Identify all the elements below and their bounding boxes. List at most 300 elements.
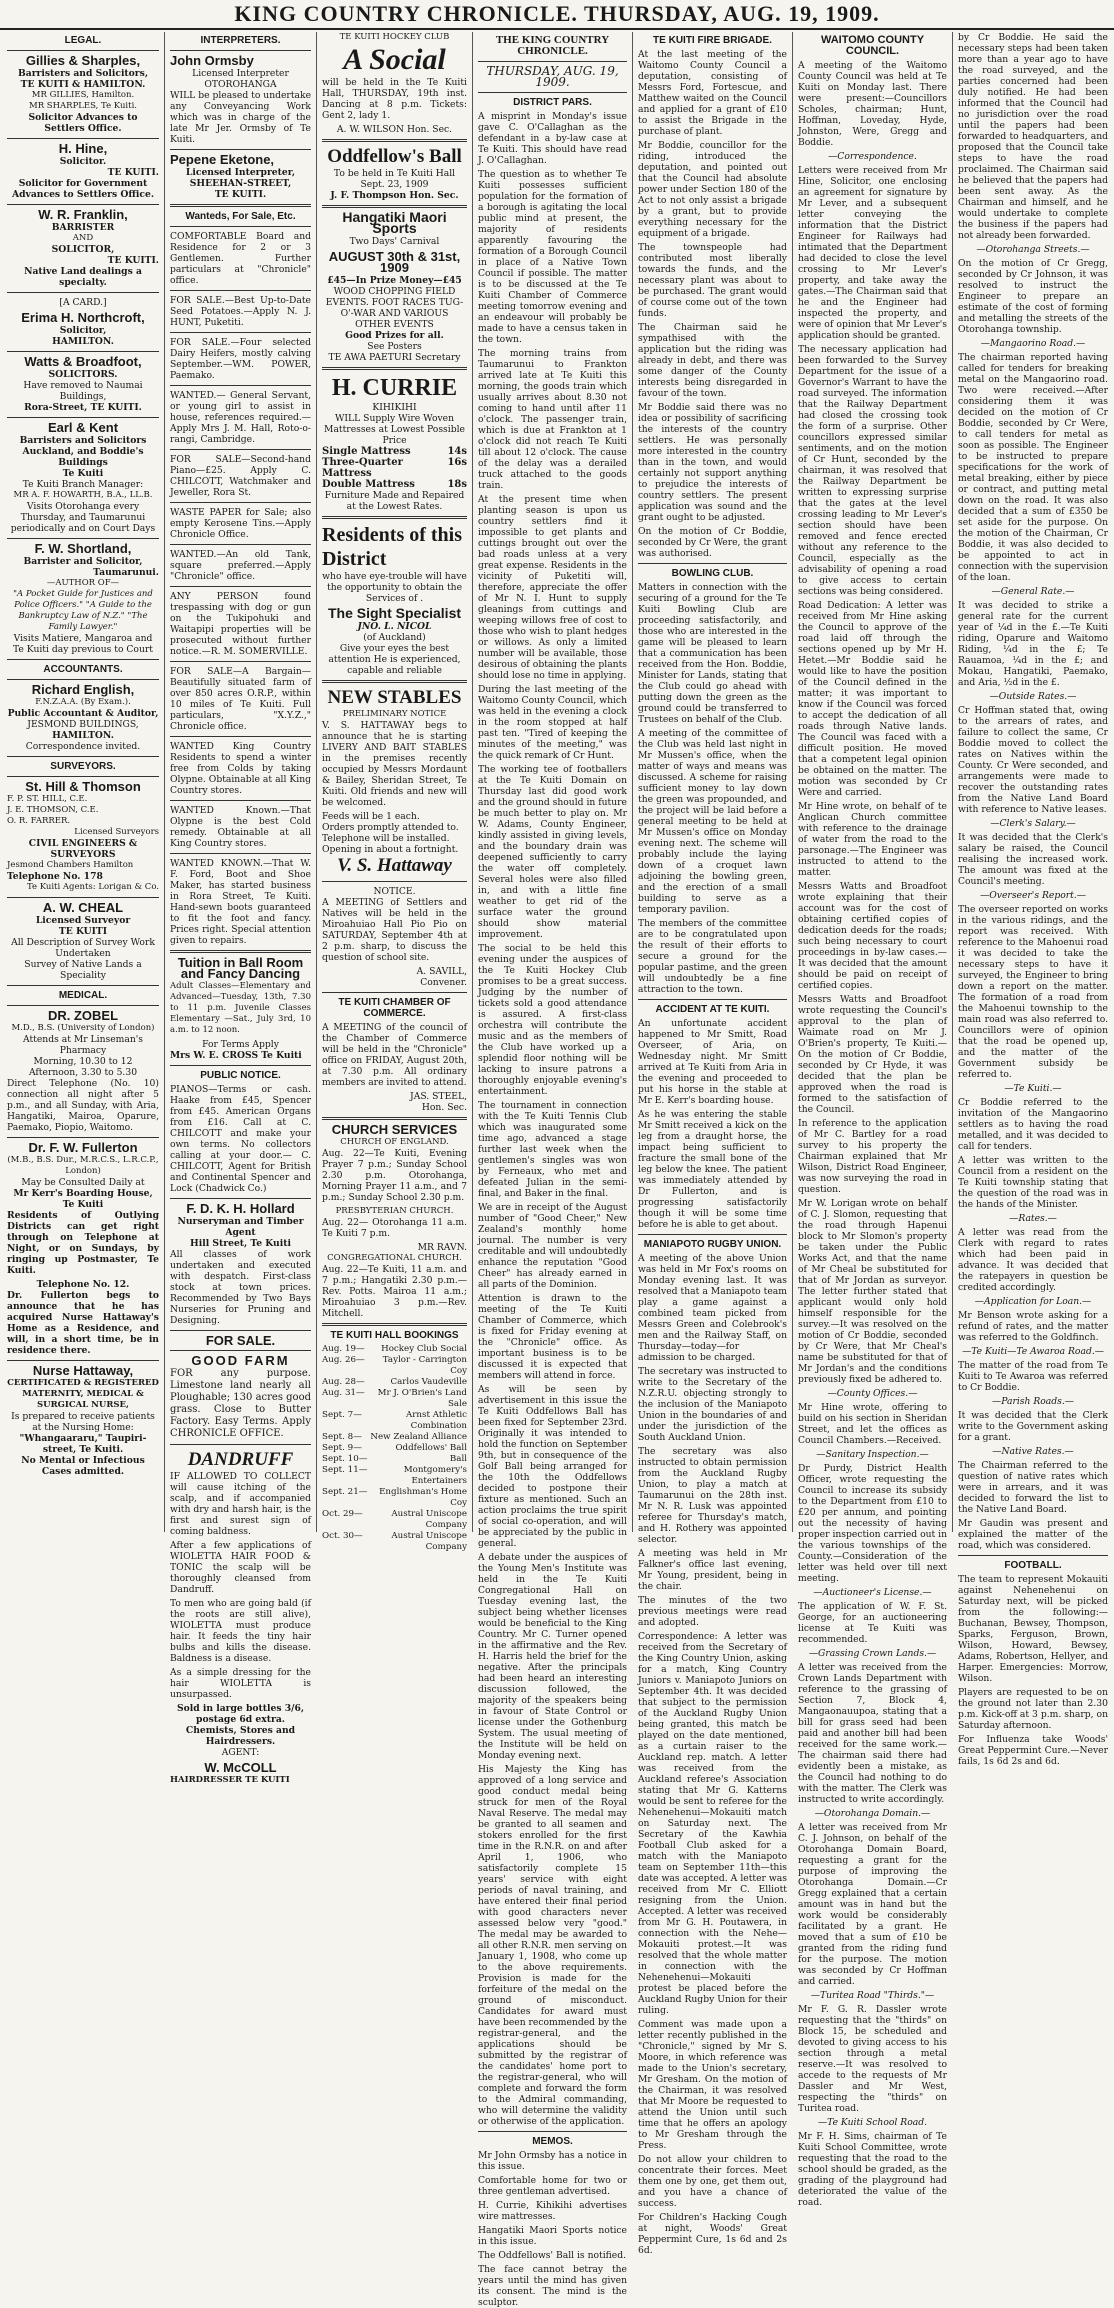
- paragraph: Mr Boddie said there was no idea or possibility of sacrificing the interests of the country settlers. He was personally more interested in the country than in the town, and would certainly not support anything to prejudice the interests of country settlers. The present application was sound and the grant ought to be adjusted.: [638, 402, 787, 523]
- column-legal: [2, 32, 165, 1532]
- ad-line: Adult Classes—Elementary and Advanced—Tuesday, 13th, 7.30 to 11 p.m. Juvenile Classes Elementary —Sat., July 3rd, 10 a.m. to 12 noon.: [170, 981, 311, 1035]
- column-editorial: [473, 32, 633, 2308]
- ad-line: All classes of work undertaken and executed with despatch. First-class stock at town prices. Recommended by Two Bays Nurseries for Pruning and Designing.: [170, 1249, 311, 1326]
- ad-title: F. W. Shortland,: [34, 541, 132, 556]
- hall-bookings-table: [322, 1344, 467, 1553]
- booking-row: Aug. 26— Taylor - Carrington Coy: [322, 1355, 467, 1376]
- paragraph: —Turitea Road "Thirds."—: [810, 1990, 935, 2001]
- ad-title: NOTICE.: [373, 886, 416, 897]
- ad-line: AGENT:: [221, 1747, 260, 1758]
- paragraph: During the last meeting of the Waitomo County Council, which was held in the evening a clock in the room stopped at half past ten. "Tired of keeping the minutes of the meeting," was the quick remark of Cr Hunt.: [478, 684, 627, 761]
- ad-line: JAS. STEEL,: [410, 1091, 467, 1102]
- paragraph: It was decided to strike a general rate for the current year of ¼d in the £.—Te Kuiti riding, Oparure and Waitomo Riding, ¼d in the £; Te Rauamoa, ¼d in the £; and Mokau, Hangatiki, Paemako, and Aria, ½d in the £.: [958, 600, 1108, 688]
- paragraph: For Influenza take Woods' Great Peppermint Cure.—Never fails, 1s 6d 2s and 6d.: [958, 1734, 1108, 1767]
- ad-line: Auckland, and Boddie's Buildings: [22, 446, 144, 468]
- ad-title: Residents of this District: [322, 524, 463, 570]
- ad-line: Residents of Outlying Districts can get right through on Telephone at Night, or on Sundays, by ringing up Postmaster, Te Kuiti.: [7, 1210, 159, 1276]
- ad-title: Hangatiki Maori Sports: [342, 209, 447, 236]
- classified-ad: WANTED Known.—That Olypne is the best Cold remedy. Obtainable at all King Country stores.: [170, 805, 311, 849]
- ad-title: Erima H. Northcroft,: [21, 310, 145, 325]
- article-body: [638, 49, 787, 559]
- paragraph: —Te Kuiti—Te Awaroa Road.—: [962, 1346, 1104, 1357]
- paragraph: Mr Hine wrote, on behalf of te Anglican Church committee with reference to the drainage of water from the road to the parsonage.—The Engineer was instructed to attend to the matter.: [798, 801, 947, 878]
- ad-line: SOLICITORS.: [48, 369, 118, 380]
- ad-line: JNO. L. NICOL: [357, 621, 432, 632]
- classified-ad: FOR SALE—Second-hand Piano—£25. Apply C. CHILCOTT, Watchmaker and Jeweller, Rora St.: [170, 454, 311, 498]
- article-body: [798, 60, 947, 2208]
- paragraph: A meeting of the Waitomo County Council was held at Te Kuiti on Monday last. There were present:—Councillors Scholes, chairman; Hunt, Hoffman, Loveday, Hyde, Johnston, Were, Gregg and Boddie.: [798, 60, 947, 148]
- paragraph: Comment was made upon a letter recently published in the "Chronicle," signed by Mr S. Moore, in which reference was made to the Union's secretary, Mr Gresham. On the motion of the Chairman, it was resolved that Mr Moore be requested to attend the Union until such time that he offers an apology to Mr Gresham through the Press.: [638, 2019, 787, 2151]
- ad-title: H. Hine,: [58, 141, 108, 156]
- ad-title: A Social: [343, 43, 446, 76]
- paragraph: The working tee of footballers at the Te Kuiti Domain on Thursday last did good work and the ground should in future be much better to play on. Mr W. Adams, County Engineer, kindly assisted in giving levels, and the boundary drain was deepened sufficiently to carry the water off completely. Several holes were also filled in, and with a little fine weather to get rid of the surface water the ground should show material improvement.: [478, 764, 627, 940]
- ad-line: Licensed Interpreter,: [185, 167, 296, 178]
- paragraph: The team to represent Mokauiti against Nehenehenui on Saturday next, will be picked from the following:— Buchanan, Bewsey, Thompson, Sparks, Ferguson, Brown, Wilson, Howard, Bewsey, Adams, Robertson, Hellyer, and Harper. Emergencies: Morrow, Wilson.: [958, 1574, 1108, 1684]
- ad-line: Solicitor,: [59, 325, 107, 336]
- article-body: [638, 582, 787, 995]
- ad-line: TE KUITI: [58, 926, 108, 937]
- paragraph: Mr Benson wrote asking for a refund of rates, and the matter was referred to the Goldfinch.: [958, 1310, 1108, 1343]
- ad-line: Sold in large bottles 3/6, postage 6d extra. Chemists, Stores and Hairdressers.: [176, 1703, 305, 1747]
- price-row: Double Mattress 18s: [322, 479, 467, 490]
- paragraph: —Overseer's Report.—: [980, 890, 1086, 901]
- paragraph: It was decided that the Clerk write to the Government asking for a grant.: [958, 1410, 1108, 1443]
- booking-row: Aug. 28— Carlos Vaudeville: [322, 1377, 467, 1387]
- paragraph: —Otorohanga Domain.—: [814, 1808, 931, 1819]
- paragraph: The Chairman referred to the question of native rates which were in arrears, and it was decided to forward the list to the Native Land Board.: [958, 1460, 1108, 1515]
- paragraph: —Te Kuiti School Road.: [817, 2117, 928, 2128]
- paragraph: A meeting was held in Mr Falkner's office last evening, Mr Young, president, being in the chair.: [638, 1548, 787, 1592]
- ad-line: £45—In Prize Money—£45: [327, 275, 462, 286]
- ad-title: Oddfellow's Ball: [327, 146, 462, 167]
- ad-line: O. R. FARRER.: [7, 816, 71, 826]
- classified-ad: FOR SALE—A Bargain—Beautifully situated farm of over 850 acres O.R.P., within 10 miles of Te Kuiti. Full particulars, "X.Y.Z.," Chronicle office.: [170, 666, 311, 732]
- paragraph: Cr Hoffman stated that, owing to the arrears of rates, and failure to collect the same, Cr Boddie moved to collect the rates on Natives within the County. Cr Were seconded, and arrangements were made to recover the outstanding rates from the Native Land Board with reference to Native leases.: [958, 705, 1108, 815]
- ad-title: Nurse Hattaway,: [32, 1363, 134, 1378]
- paragraph: The overseer reported on works in the various ridings, and the report was received. With reference to the Mahoenui road it was decided to take the necessary steps to have it surveyed, the Engineer to bring down a report on the matter. The formation of a road from the Mahoenui township to the main road was also referred to. Councillors were of opinion that the road be opened up, and the matter of the Government subsidy be referred to.: [958, 904, 1108, 1080]
- paragraph: Road Dedication: A letter was received from Mr Hine asking the Council to approve of the road laid off through the sections opened up by Mr H. Hetet.—Mr Boddie said he would like to have the position of the Council defined in the matter; it was important to know if the Council was forced to accept the dedication of all roads through Native lands. The Council was faced with a difficult position. He moved that a competent legal opinion be obtained on the matter. The motion was seconded by Cr Were and carried.: [798, 600, 947, 798]
- paper-date: THURSDAY, AUG. 19, 1909.: [486, 64, 619, 89]
- paragraph: In reference to the application of Mr C. Bartley for a road survey to his property the Chairman explained that Mr Wilson, District Road Engineer, was now surveying the road in question.: [798, 1118, 947, 1195]
- ad-line: Survey of Native Lands a Speciality: [24, 959, 142, 981]
- classified-ad: WANTED.—An old Tank, square preferred.—Apply "Chronicle" office.: [170, 549, 311, 582]
- ad-line: Telephone will be installed.: [322, 833, 450, 844]
- ad-line: Orders promptly attended to.: [322, 822, 459, 833]
- mattress-price-table: [322, 446, 467, 490]
- paragraph: At the present time when planting season is upon us country settlers find it impossible to get plants and cuttings brought out over the bad roads unless at a very great expense. Residents in the vicinity of Puketiti will, therefore, appreciate the offer of Mr N. I. Hunt to supply gleanings from cuttings and weeping willows free of cost to those who wish to plant hedges or willows. As only a limited number will be available, those desirous of obtaining the plants should lose no time in applying.: [478, 494, 627, 681]
- paragraph: A meeting of the above Union was held in Mr Fox's rooms on Monday evening last. It was resolved that a Maniapoto team play a game against a combined team picked from Messrs Green and Colebrook's men and the Railway Staff, on Thursday—today—for admission to be charged.: [638, 1253, 787, 1363]
- ad-line: Aug. 22—Te Kuiti, Evening Prayer 7 p.m.; Sunday School 2.30 p.m. Otorohanga, Morning Prayer 11 a.m., and 7 p.m.; Sunday School 2.30 p.m.: [322, 1148, 467, 1203]
- ad-line: PRELIMINARY NOTICE: [342, 709, 447, 719]
- paragraph: The social to be held this evening under the auspices of the Te Kuiti Hockey Club promises to be a great success. Judging by the number of tickets sold a good attendance is assured. A first-class orchestra will contribute the music and as the members of the Club have worked up a splendid floor nothing will be lacking to insure patrons a thoroughly enjoyable evening's entertainment.: [478, 943, 627, 1097]
- ad-title: Tuition in Ball Room and Fancy Dancing: [177, 955, 304, 981]
- article-heading: TE KUITI FIRE BRIGADE.: [653, 35, 772, 46]
- price-row: Single Mattress 14s: [322, 446, 467, 457]
- article-heading: MANIAPOTO RUGBY UNION.: [643, 1239, 782, 1250]
- section-heading: SURVEYORS.: [50, 761, 116, 772]
- ad-line: Mr Kerr's Boarding House, Te Kuiti: [13, 1188, 153, 1210]
- ad-line: CIVIL ENGINEERS & SURVEYORS: [28, 838, 138, 860]
- ad-line: A MEETING of Settlers and Natives will be held in the Miroahuiao Hall Pio Pio on SATURDAY, September 4th at 2 p.m. sharp, to discuss the question of school site.: [322, 897, 467, 963]
- ad-line: Dr. Fullerton begs to announce that he has acquired Nurse Hattaway's Home as a Residence, and will, in a short time, be in residence there.: [7, 1290, 159, 1356]
- ad-line: TE KUITI.: [107, 255, 159, 266]
- paragraph: Messrs Watts and Broadfoot wrote explaining that their account was for the cost of obtaining certified copies of dedication deeds for the roads; such being necessary to court proceedings in by-law cases.—It was decided that the amount should be paid on receipt of certified copies.: [798, 881, 947, 991]
- paragraph: On the motion of Cr Boddie, seconded by Cr Were, the grant was authorised.: [638, 526, 787, 559]
- ad-title: W. R. Franklin,: [38, 207, 128, 222]
- ad-line: TE KUITI.: [107, 167, 159, 178]
- ad-title: NEW STABLES: [327, 687, 462, 708]
- ad-line: Mrs W. E. CROSS Te Kuiti: [170, 1050, 302, 1061]
- paragraph: Correspondence: A letter was received from the Secretary of the King Country Union, asking for a match, King Country Juniors v. Maniapoto Juniors on September 4th. It was decided that subject to the permission of the Auckland Rugby Union being granted, this match be played on the date mentioned, as a curtain raiser to the Auckland rep. match. A letter was received from the Auckland referee's Association stating that Mr G. Katterns would be sent to referee for the Nehenehenui—Mokauiti match on Saturday next. The Secretary of the Kawhia Football Club asked for a match with the Maniapoto team on September 11th—this date was accepted. A letter was received from Mr C. Elliott resigning from the Union. Accepted. A letter was received from Mr G. H. Poutawera, in connection with the Nehe—Mokauiti protest.—It was resolved that the whole matter in connection with the Nehenehenui—Mokauiti protest be placed before the Auckland Rugby Union for their ruling.: [638, 1631, 787, 2016]
- paragraph: The application of W. F. St. George, for an auctioneering license at Te Kuiti was recommended.: [798, 1601, 947, 1645]
- article-body: [478, 2150, 627, 2308]
- ad-line: To men who are going bald (if the roots are still alive), WIOLETTA must produce hair. It feeds the tiny hair bulbs and kills the disease. Baldness is a disease.: [170, 1598, 311, 1664]
- paragraph: We are in receipt of the August number of "Good Cheer," New Zealand's monthly home journal. The number is very creditable and will undoubtedly enhance the reputation "Good Cheer" has already earned in all parts of the Dominion.: [478, 1202, 627, 1290]
- paragraph: The secretary was instructed to write to the Secretary of the N.Z.R.U. objecting strongly to the inclusion of the Maniapoto Union in the boundaries of and under the jurisdiction of the South Auckland Union.: [638, 1366, 787, 1443]
- ad-title: GOOD FARM: [191, 1353, 290, 1368]
- ad-line: Telephone No. 12.: [36, 1279, 130, 1290]
- ad-line: Feeds will be 1 each.: [322, 811, 420, 822]
- article-body: [638, 1253, 787, 2256]
- ad-line: MR A. F. HOWARTH, B.A., LL.B.: [13, 490, 153, 500]
- ad-line: —AUTHOR OF—: [46, 578, 120, 588]
- paragraph: —County Offices.—: [827, 1388, 918, 1399]
- paragraph: —Sanitary Inspection.—: [816, 1449, 929, 1460]
- paragraph: An unfortunate accident happened to Mr Smitt, Road Overseer, of Aria, on Wednesday night. Mr Smitt arrived at Te Kuiti from Aria in the evening and proceeded to put his horse in the stable at Mr E. Kerr's boarding house.: [638, 1018, 787, 1106]
- paragraph: The chairman reported having called for tenders for breaking metal on the Mangaorino road. Two were received.—After considering them it was decided on the motion of Cr Boddie, seconded by Cr Were, to call tenders for metal as soon as possible. The Engineer to be instructed to prepare specifications for the work of metal breaking, either by piece or contract, and putting metal down on the road. It was also decided that a sum of £350 be set aside for the purpose. On the motion of the Chairman, Cr Boddie, it was also decided to be appointed to act in connection with the supervision of the loan.: [958, 352, 1108, 583]
- ad-title: Richard English,: [31, 682, 135, 697]
- booking-row: Sept. 21— Englishman's Home Coy: [322, 1487, 467, 1508]
- ad-line: MR SHARPLES, Te Kuiti.: [28, 101, 137, 111]
- ad-line: who have eye-trouble will have the opportunity to obtain the Services of .: [322, 571, 467, 604]
- ad-line: Afternoon, 3.30 to 5.30: [28, 1067, 138, 1078]
- ad-line: Nurseryman and Timber Agent: [177, 1216, 304, 1238]
- paragraph: —Otorohanga Streets.—: [976, 244, 1090, 255]
- ad-line: The Sight Specialist: [327, 605, 462, 621]
- ad-title: Pepene Eketone,: [170, 152, 275, 167]
- ad-line: Give your eyes the best attention He is experienced, capable and reliable: [328, 643, 461, 676]
- paragraph: The question as to whether Te Kuiti possesses sufficient population for the formation of a borough is agitating the local public mind at present, the majority of residents apparently favouring the formation of a Borough Council in place of a Native Town Council if possible. The matter is to be discussed at the Te Kuiti Chamber of Commerce meeting tomorrow evening and an endeavour will probably be made to have a census taken in the town.: [478, 169, 627, 345]
- ad-line: CERTIFICATED & REGISTERED: [7, 1378, 159, 1388]
- paragraph: Mr F. G. R. Dassler wrote requesting that the "thirds" on Block 15, be scheduled and devoted to giving access to his section through a metal reserve.—It was resolved to accede to the requests of Mr Dassler and Mr West, respecting the "thirds" on Turitea road.: [798, 2004, 947, 2114]
- article-heading: MEMOS.: [532, 2136, 573, 2147]
- paragraph: As will be seen by advertisement in this issue the Te Kuiti Oddfellows Ball has been fixed for September 23rd. Originally it was intended to hold the function on September 9th, but in consequence of the Golf Ball being arranged for the 10th the Oddfellows decided to postpone their fixture as mentioned. Such an action proclaims the true spirit of social co-operation, and will be appreciated by the public in general.: [478, 1384, 627, 1549]
- booking-row: Aug. 31— Mr J. O'Brien's Land Sale: [322, 1388, 467, 1409]
- ad-line: As a simple dressing for the hair WIOLETTA is unsurpassed.: [170, 1667, 311, 1700]
- paragraph: The tournament in connection with the Te Kuiti Tennis Club which was inaugurated some time ago, advanced a stage further last week when the gentlemen's singles was won by Ferneaux, who met and defeated Julian in the semi-final, and Baker in the final.: [478, 1100, 627, 1199]
- ad-line: Telephone No. 178: [7, 871, 103, 882]
- ad-line: TE KUITI.: [214, 189, 267, 200]
- paragraph: Comfortable home for two or three gentleman advertised.: [478, 2175, 627, 2197]
- ad-line: HAMILTON.: [52, 730, 114, 741]
- paragraph: —Rates.—: [1009, 1213, 1057, 1224]
- booking-row: Sept. 9— Oddfellows' Ball: [322, 1443, 467, 1453]
- paragraph: The necessary application had been forwarded to the Survey Department for the issue of a Governor's Warrant to have the road surveyed. The information that the Railway Department had closed the crossing took the form of a surprise. Other councillors expressed similar sentiments, and on the motion of Cr Hunt, seconded by the chairman, it was resolved that the Railway Department be written to expressing surprise that the gates at the level crossing leading to Mr Lever's section should have been removed and fence erected without any reference to the Council, especially as the advisability of opening a road to give access to certain sections was being considered.: [798, 344, 947, 597]
- article-heading: WAITOMO COUNTY COUNCIL.: [820, 34, 925, 57]
- booking-row: Sept. 7— Arnst Athletic Combination: [322, 1410, 467, 1431]
- paragraph: His Majesty the King has approved of a long service and good conduct medal being struck for men of the Royal Naval Reserve. The medal may be granted to all seamen and stokers enrolled for the first time in the R.N.R. on and after April 1, 1906, who satisfactorily complete 15 years' service with eight periods of naval training, and have entered their final period with good characters never assessed below very "good." The medal may be awarded to all other R.N.R. men serving on January 1, 1908, who come up to the above requirements. Provision is made for the forfeiture of the medal on the ground of misconduct. Candidates for award must have been recommended by the registrar-general, and the applications should be submitted by the registrar of the candidates' home port to the registrar-general, who will complete and forward the form to the Admiral commanding, who will determine the validity or otherwise of the application.: [478, 1764, 627, 2127]
- column-news: [633, 32, 793, 2256]
- ad-line: Te Kuiti: [62, 468, 104, 479]
- paragraph: Letters were received from Mr Hine, Solicitor, one enclosing an agreement for signature by Mr Lever, and a subsequent letter conveying the information that the District Engineer for Railways had intimated that the Department had decided to close the level crossing to Mr Lever's property, and take away the gates.—The Chairman said that he and the Engineer had inspected the property, and were of opinion that Mr Lever's application should be granted.: [798, 165, 947, 341]
- ad-line: No Mental or Infectious Cases admitted.: [21, 1455, 145, 1477]
- ad-line: Licensed Interpreter: [192, 68, 289, 79]
- classified-ad: WANTED King Country Residents to spend a winter free from Colds by taking Olypne. Obtainable at all King Country stores.: [170, 741, 311, 796]
- booking-row: Oct. 29— Austral Uniscope Company: [322, 1509, 467, 1530]
- ad-title: FOR SALE.: [205, 1333, 276, 1348]
- paragraph: Players are requested to be on the ground not later than 2.30 p.m. Kick-off at 3 p.m. sharp, on Saturday afternoon.: [958, 1687, 1108, 1731]
- ad-title: A. W. CHEAL: [42, 900, 124, 915]
- paragraph: H. Currie, Kihikihi advertises wire mattresses.: [478, 2200, 627, 2222]
- ad-line: Aug. 22— Otorohanga 11 a.m. Te Kuiti 7 p.m.: [322, 1217, 467, 1239]
- ad-line: JESMOND BUILDINGS,: [27, 719, 139, 730]
- ad-line: PIANOS—Terms or cash. Haake from £45, Spencer from £45. American Organs from £16. Call at C. CHILCOTT and make your own terms. No collectors calling at your door.— C. CHILCOTT, Agent for British and Continental Spencer and Lock (Chadwick Co.): [170, 1084, 311, 1194]
- article-heading: BOWLING CLUB.: [671, 568, 754, 579]
- ad-line: Solicitor for Government Advances to Settlers Office.: [11, 178, 155, 200]
- ad-title: John Ormsby: [170, 53, 254, 68]
- paragraph: A misprint in Monday's issue gave C. O'Callaghan as the defendant in a by-law case at Te Kuiti. This should have read J. O'Callaghan.: [478, 111, 627, 166]
- ad-line: Morning, 10.30 to 12: [33, 1056, 133, 1067]
- paragraph: A debate under the auspices of the Young Men's Institute was held in the Te Kuiti Congregational Hall on Tuesday evening last, the subject being whether licenses would be beneficial to the King Country. Mr C. Turner opened in the affirmative and the Rev. H. Harris held the brief for the negative. After the principals had been heard an interesting discussion followed, the majority of the speakers being in favour of State Control or license under the Gothenburg System. The usual meeting of the Institute will be held on Monday evening next.: [478, 1552, 627, 1761]
- ad-line: PRESBYTERIAN CHURCH.: [335, 1206, 454, 1216]
- paragraph: A meeting of the committee of the Club was held last night in Mr Mussen's office, when the matter of ways and means was discussed. A scheme for raising sufficient money to lay down the green was propounded, and the project will be laid before a general meeting to be held at Mr Mussen's office on Monday evening next. The scheme will probably include the laying down of a croquet lawn adjoining the bowling green, and the erection of a small building to serve as a temporary pavilion.: [638, 728, 787, 915]
- section-heading: LEGAL.: [64, 35, 102, 46]
- ad-title: Watts & Broadfoot,: [24, 354, 142, 369]
- paragraph: —Correspondence.: [828, 151, 917, 162]
- ad-line: See Posters: [367, 341, 422, 352]
- booking-row: Sept. 8— New Zealand Alliance: [322, 1432, 467, 1442]
- ad-line: AUGUST 30th & 31st, 1909: [328, 249, 461, 275]
- column-council: [793, 32, 953, 2208]
- article-body: [638, 1018, 787, 1230]
- booking-row: Sept. 10— Ball: [322, 1454, 467, 1464]
- ad-title: TE KUITI CHAMBER OF COMMERCE.: [338, 997, 451, 1019]
- ad-title: TE KUITI HALL BOOKINGS: [330, 1330, 459, 1341]
- paragraph: —Auctioneer's License.—: [813, 1587, 932, 1598]
- ad-line: WOOD CHOPPING FIELD EVENTS. FOOT RACES TUG-O'-WAR AND VARIOUS OTHER EVENTS: [325, 286, 464, 330]
- paragraph: A letter was received from Mr C. J. Johnson, on behalf of the Otorohanga Domain Board, requesting a grant for the purpose of improving the Otorohanga Domain.—Cr Gregg explained that a certain amount was in hand but the work would be considerably facilitated by a grant. He moved that a sum of £10 be granted from the riding fund for the purpose. The motion was seconded by Cr Hoffman and carried.: [798, 1822, 947, 1987]
- ad-title: V. S. Hattaway: [337, 855, 452, 876]
- ad-line: OTOROHANGA: [204, 79, 277, 90]
- ad-line: Barrister and Solicitor,: [23, 556, 143, 567]
- column-council-cont: [953, 32, 1113, 1767]
- ad-line: SOLICITOR,: [51, 244, 115, 255]
- ad-line: Hill Street, Te Kuiti: [190, 1238, 291, 1249]
- paragraph: It was decided that the Clerk's salary be raised, the Council realising the increased work. The amount was fixed at the Council's meeting.: [958, 832, 1108, 887]
- ad-line: May be Consulted Daily at: [21, 1177, 145, 1188]
- ad-title: CHURCH SERVICES: [331, 1122, 458, 1137]
- ad-line: TE KUITI & HAMILTON.: [20, 79, 146, 90]
- article-heading: FOOTBALL.: [1004, 1560, 1062, 1571]
- paragraph: Hangatiki Maori Sports notice in this issue.: [478, 2225, 627, 2247]
- ad-line: Opening in about a fortnight.: [322, 844, 459, 855]
- ad-line: IF ALLOWED TO COLLECT will cause itching of the scalp, and if accompanied with dry and harsh hair, is the first and surest sign of coming baldness.: [170, 1471, 311, 1537]
- ad-line: AND: [72, 233, 94, 243]
- paragraph: Mr Gaudin was present and explained the matter of the road, which was considered.: [958, 1518, 1108, 1551]
- ad-line: Barristers and Solicitors,: [17, 68, 149, 79]
- ad-title: F. D. K. H. Hollard: [186, 1201, 295, 1216]
- ad-line: Visits Matiere, Mangaroa and Te Kuiti day previous to Court: [13, 633, 153, 655]
- ad-line: Jesmond Chambers Hamilton: [7, 860, 134, 870]
- ad-line: Visits Otorohanga every Thursday, and Taumarunui periodically and on Court Days: [10, 501, 156, 534]
- article-body: [478, 111, 627, 2127]
- paragraph: A letter was written to the Council from a resident on the Te Kuiti township stating that the question of the road was in the hands of the Minister.: [958, 1155, 1108, 1210]
- classified-ad: ANY PERSON found trespassing with dog or gun on the Tukipohuki and Waitapipi properties will be prosecuted without further notice.—R. M. SOMERVILLE.: [170, 591, 311, 657]
- ad-title: St. Hill & Thomson: [25, 779, 141, 794]
- ad-line: BARRISTER: [51, 222, 115, 233]
- ad-line: Te Kuiti Branch Manager:: [22, 479, 144, 490]
- ad-line: Attends at Mr Linseman's Pharmacy: [23, 1034, 143, 1056]
- ad-line: For Terms Apply: [202, 1039, 279, 1050]
- paragraph: Do not allow your children to concentrate their forces. Meet them one by one, get them out, and you have a chance of success.: [638, 2154, 787, 2209]
- section-heading: MEDICAL.: [58, 990, 108, 1001]
- ad-line: J. F. Thompson Hon. Sec.: [330, 190, 459, 201]
- ad-line: A. SAVILL,: [416, 966, 467, 977]
- ad-line: KIHIKIHI: [372, 402, 417, 413]
- ad-line: After a few applications of WIOLETTA HAIR FOOD & TONIC the scalp will be thoroughly cleansed from Dandruff.: [170, 1540, 311, 1595]
- paragraph: —Native Rates.—: [992, 1446, 1074, 1457]
- classified-ad: WANTED.— General Servant, or young girl to assist in house, references required.—Apply Mrs J. M. Hall, Roto-o-rangi, Cambridge.: [170, 390, 311, 445]
- ad-line: Sept. 23, 1909: [360, 179, 429, 190]
- ad-line: Rora-Street, TE KUITI.: [24, 402, 142, 413]
- ad-line: Solicitor.: [59, 156, 107, 167]
- ad-title: Earl & Kent: [47, 420, 119, 435]
- classified-ad: FOR SALE.—Best Up-to-Date Seed Potatoes.—Apply N. J. HUNT, Puketiti.: [170, 295, 311, 328]
- paragraph: The Oddfellows' Ball is notified.: [478, 2250, 627, 2261]
- ad-line: "Whangaararu," Taupiri-street, Te Kuiti.: [19, 1433, 147, 1455]
- paragraph: For Children's Hacking Cough at night, Woods' Great Peppermint Cure, 1s 6d and 2s 6d.: [638, 2212, 787, 2256]
- paragraph: Mr W. Lorigan wrote on behalf of C. J. Slomon, requesting that the road through Hapenui block to Mr Slomon's property be taken under the Public Works Act, and that the name of Mr Cheal be substituted for that of Mr Jordan as surveyor. The letter further stated that applicant would only hold himself responsible for the survey.—It was resolved on the motion of Cr Boddie, seconded by Cr Were, that Mr Cheal's name be substituted for that of Mr Jordan's and the conditions previously fixed be adhered to.: [798, 1198, 947, 1385]
- article-body: [958, 32, 1108, 1551]
- ad-line: Licensed Surveyor: [35, 915, 131, 926]
- ad-line: All Description of Survey Work Undertaken: [11, 937, 155, 959]
- paragraph: —General Rate.—: [991, 586, 1075, 597]
- ad-line: Convener.: [420, 977, 467, 988]
- ad-line: Two Days' Carnival: [349, 236, 440, 247]
- article-body: [958, 1574, 1108, 1767]
- ad-line: CHURCH OF ENGLAND.: [340, 1137, 449, 1147]
- paragraph: On the motion of Cr Gregg, seconded by Cr Johnson, it was resolved to instruct the Engineer to prepare an estimate of the cost of forming and metalling the streets of the Otorohanga township.: [958, 258, 1108, 335]
- paper-title: THE KING COUNTRY CHRONICLE.: [495, 34, 610, 57]
- paragraph: The face cannot betray the years until the mind has given its consent. The mind is the sculptor.: [478, 2264, 627, 2308]
- paragraph: Mr John Ormsby has a notice in this issue.: [478, 2150, 627, 2172]
- paragraph: —Mangaorino Road.—: [980, 338, 1086, 349]
- ad-line: HAIRDRESSER TE KUITI: [170, 1775, 290, 1785]
- ad-line: Solicitor Advances to Settlers Office.: [28, 112, 138, 134]
- ad-line: MATERNITY, MEDICAL & SURGICAL NURSE,: [22, 1389, 144, 1410]
- ad-line: Aug. 22—Te Kuiti, 11 a.m. and 7 p.m.; Hangatiki 2.30 p.m.—Rev. Potts. Mairoa 11 a.m.; Miroahuiao 3 p.m.—Rev. Mitchell.: [322, 1264, 467, 1319]
- paragraph: A letter was received from the Crown Lands Department with reference to the grassing of Section 7, Block 4, Mangaonauupoa, stating that a bill for grass seed had been paid and another bill had been received for the same work.—The chairman said there had evidently been a mistake, as the Council had nothing to do with the matter. The Clerk was instructed to write accordingly.: [798, 1662, 947, 1805]
- ad-title: DR. ZOBEL: [47, 1008, 119, 1023]
- ad-line: A. W. WILSON Hon. Sec.: [336, 124, 453, 135]
- ad-line: Native Land dealings a specialty.: [24, 266, 142, 288]
- paragraph: —Parish Roads.—: [992, 1396, 1074, 1407]
- paragraph: —Application for Loan.—: [974, 1296, 1092, 1307]
- booking-row: Sept. 11— Montgomery's Entertainers: [322, 1465, 467, 1486]
- paragraph: As he was entering the stable Mr Smitt received a kick on the leg from a draught horse, the impact being sufficient to fracture the small bone of the leg below the knee. The patient was immediately attended by Dr Fullerton, and is progressing satisfactorily though it will be some time before he is able to get about.: [638, 1109, 787, 1230]
- paragraph: —Clerk's Salary.—: [990, 818, 1076, 829]
- paragraph: Mr Hine wrote, offering to build on his section in Sheridan Street, and let the offices as Council Chambers.—Received.: [798, 1402, 947, 1446]
- paragraph: Dr Purdy, District Health Officer, wrote requesting the Council to increase its subsidy to the Department from £10 to £20 per annum, and pointing out the necessity of having proper inspection carried out in the various townships of the County.—Consideration of the letter was held over till next meeting.: [798, 1463, 947, 1584]
- classified-ad: FOR SALE.—Four selected Dairy Heifers, mostly calving September.—WM. POWER, Paemako.: [170, 337, 311, 381]
- paragraph: Messrs Watts and Broadfoot wrote requesting the Council's approval to the plan of Waimate road on Mr J. O'Brien's property, Te Kuiti.—On the motion of Cr Boddie, seconded by Cr Hyde, it was decided that the plan be approved when the road is formed to the satisfaction of the Council.: [798, 994, 947, 1115]
- classified-ad: WANTED KNOWN.—That W. F. Ford, Boot and Shoe Maker, has started business in Rora Street, Te Kuiti. Hand-sewn boots guaranteed to fit the foot and fancy. Prices right. Special attention given to repairs.: [170, 858, 311, 946]
- section-heading: Wanteds, For Sale, Etc.: [185, 211, 296, 222]
- ad-line: WILL be pleased to undertake any Conveyancing Work which was in charge of the late Mr Jer. Ormsby of Te Kuiti.: [170, 90, 311, 145]
- ad-line: Barristers and Solicitors: [19, 435, 147, 446]
- ad-title: Gillies & Sharples,: [25, 53, 141, 68]
- ad-line: CONGREGATIONAL CHURCH.: [327, 1253, 462, 1263]
- classified-ad: COMFORTABLE Board and Residence for 2 or 3 Gentlemen. Further particulars at "Chronicle" office.: [170, 231, 311, 286]
- ad-line: (M.B., B.S. Dur., M.R.C.S., L.R.C.P., London): [7, 1155, 159, 1176]
- paragraph: Matters in connection with the securing of a ground for the Te Kuiti Bowling Club are proceeding satisfactorily, and those who are interested in the game will be pleased to learn that a communication has been received from the Hon. Boddie, Minister for Lands, stating that the Club could go ahead with putting down the green as the ground could be transferred to Trustees on behalf of the Club.: [638, 582, 787, 725]
- ad-line: Furniture Made and Repaired at the Lowest Rates.: [324, 490, 465, 512]
- column-events: [317, 32, 473, 1552]
- paragraph: The minutes of the two previous meetings were read and adopted.: [638, 1595, 787, 1628]
- paragraph: by Cr Boddie. He said the necessary steps had been taken more than a year ago to have the road surveyed, and the parties concerned had been duly notified. He had been informed that the Council had no jurisdiction over the road until the papers had been forwarded to headquarters, and proposed that the Council take steps to have the road proclaimed. The Chairman said he believed that the papers had been sent away. As the Chairman and himself, and he would undertake to complete the business if the papers had not already been forwarded.: [958, 32, 1108, 241]
- ad-line: FOR any purpose. Limestone land nearly all Ploughable; 130 acres good grass. Close to Butter Factory. Easy Terms. Apply CHRONICLE OFFICE.: [170, 1368, 311, 1439]
- masthead: KING COUNTRY CHRONICLE. THURSDAY, AUG. 19, 1909.: [0, 0, 1114, 30]
- paragraph: The Chairman said he sympathised with the application but the riding was already in debt, and there was some danger of the County interests being disregarded in favour of the town.: [638, 322, 787, 399]
- paragraph: Cr Boddie referred to the invitation of the Mangaorino settlers as to having the road metalled, and it was decided to call for tenders.: [958, 1097, 1108, 1152]
- paragraph: Mr F. H. Sims, chairman of Te Kuiti School Committee, wrote requesting that the road to the school should be graded, as the grading of the playground had deteriorated the value of the road.: [798, 2131, 947, 2208]
- ad-line: Good Prizes for all.: [345, 330, 444, 341]
- paragraph: Mr Boddie, councillor for the riding, introduced the deputation, and pointed out that the Council had absolute power under Section 180 of the Act to not only assist a brigade by a grant, but to provide everything necessary for the equipment of a brigade.: [638, 140, 787, 239]
- booking-row: Aug. 19— Hockey Club Social: [322, 1344, 467, 1354]
- ad-line: Hon. Sec.: [421, 1102, 467, 1113]
- ad-line: Taumarunui.: [93, 567, 159, 578]
- ad-line: F. P. ST. HILL, C.E.: [7, 794, 88, 804]
- paragraph: —Te Kuiti.—: [1004, 1083, 1062, 1094]
- paragraph: —Outside Rates.—: [989, 691, 1077, 702]
- paragraph: A letter was read from the Clerk with regard to rates which had been paid in advance. It was decided that the ratepayers in question be credited accordingly.: [958, 1227, 1108, 1293]
- section-heading: ACCOUNTANTS.: [43, 664, 123, 675]
- ad-line: Correspondence invited.: [25, 741, 141, 752]
- ad-line: TE AWA PAETURI Secretary: [328, 352, 461, 363]
- ad-line: Public Accountant & Auditor,: [7, 708, 159, 719]
- section-heading: PUBLIC NOTICE.: [200, 1070, 281, 1081]
- ad-line: Is prepared to receive patients at the Nursing Home:: [11, 1411, 155, 1433]
- ad-line: Licensed Surveyors: [74, 827, 159, 837]
- paragraph: The members of the committee are to be congratulated upon the result of their efforts to secure a ground for the popular pastime, and the green will undoubtedly be a fine attraction to the town.: [638, 918, 787, 995]
- ad-line: Te Kuiti Agents: Lorigan & Co.: [26, 882, 159, 892]
- paragraph: Attention is drawn to the meeting of the Te Kuiti Chamber of Commerce, which is fixed for Friday evening at the "Chronicle" office. As important business is to be discussed it is expected that members will attend in force.: [478, 1293, 627, 1381]
- ad-line: J. E. THOMSON, C.E.: [7, 805, 99, 815]
- ad-line: WILL Supply Wire Woven Mattresses at Lowest Possible Price: [324, 413, 465, 446]
- price-row: Three-Quarter Mattress 16s: [322, 457, 467, 479]
- section-heading: INTERPRETERS.: [200, 35, 281, 46]
- ad-line: V. S. HATTAWAY begs to announce that he is starting LIVERY AND BAIT STABLES in the premises recently occupied by Messrs Mordaunt & Bailey, Sheridan Street, Te Kuiti. Old friends and new will be welcomed.: [322, 720, 467, 808]
- ad-title: H. CURRIE: [331, 375, 458, 401]
- ad-line: will be held in the Te Kuiti Hall, THURSDAY, 19th inst. Dancing at 8 p.m. Tickets: Gent 2, lady 1.: [322, 77, 467, 121]
- ad-line: SHEEHAN-STREET,: [189, 178, 292, 189]
- ad-line: Direct Telephone (No. 10) connection all night after 5 p.m., and all Sunday, with Aria, Hangatiki, Mairoa, Oparure, Paemako, Piopio, Waitomo.: [7, 1078, 159, 1133]
- ad-line: MR GILLIES, Hamilton.: [31, 90, 135, 100]
- paragraph: —Grassing Crown Lands.—: [808, 1648, 937, 1659]
- paragraph: The morning trains from Taumarunui to Frankton arrived late at Te Kuiti this morning, the goods train which usually arrives about 8.30 not coming to hand until after 11 o'clock. The passenger train, which is due at Frankton at 1 o'clock did not reach Te Kuiti till about 12 o'clock. The cause of the delay was a derailed truck attached to the goods train.: [478, 348, 627, 491]
- paragraph: The townspeople had contributed most liberally towards the funds, and the necessary plant was about to be purchased. The grant would of course come out of the town funds.: [638, 242, 787, 319]
- paragraph: At the last meeting of the Waitomo County Council a deputation, consisting of Messrs Ford, Fortescue, and Matthew waited on the Council and applied for a grant of £10 to assist the Brigade in the purchase of plant.: [638, 49, 787, 137]
- booking-row: Oct. 30— Austral Uniscope Company: [322, 1531, 467, 1552]
- classified-ad: WASTE PAPER for Sale; also empty Kerosene Tins.—Apply Chronicle Office.: [170, 507, 311, 540]
- ad-title: Dr. F. W. Fullerton: [28, 1140, 138, 1155]
- paragraph: The secretary was also instructed to obtain permission from the Auckland Rugby Union, to play a match at Taumarunui on the 28th inst. Mr N. R. Lusk was appointed referee for Thursday's match, and H. Rothery was appointed selector.: [638, 1446, 787, 1545]
- article-heading: DISTRICT PARS.: [513, 97, 592, 108]
- ad-title: W. McCOLL: [204, 1760, 277, 1775]
- article-heading: ACCIDENT AT TE KUITI.: [655, 1004, 770, 1015]
- ad-line: F.N.Z.A.A. (By Exam.).: [35, 697, 131, 707]
- ad-line: (of Auckland): [363, 632, 426, 643]
